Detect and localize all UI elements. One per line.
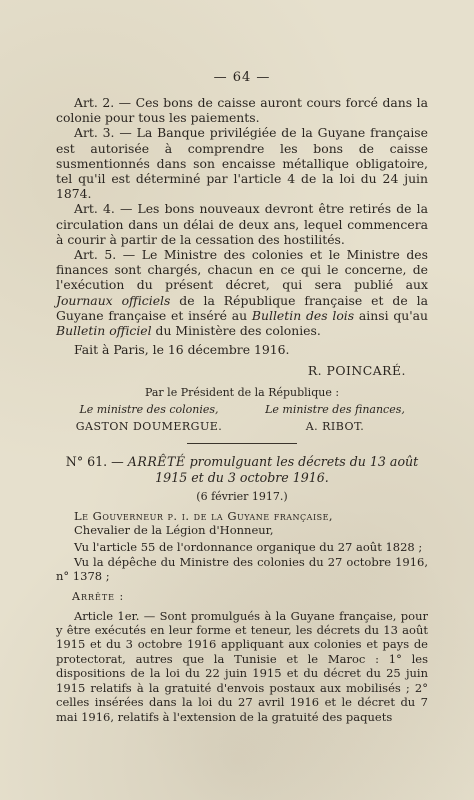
article-5: [56, 247, 428, 338]
article-5-text-c: ainsi qu'au: [354, 307, 429, 323]
governor-line-2: Chevalier de la Légion d'Honneur,: [74, 523, 274, 538]
document-page: [56, 70, 428, 724]
arrete-title: [56, 454, 428, 485]
article-2: Art. 2. — Ces bons de caisse auront cours forcé dans la colonie pour tous les paiements.: [56, 95, 428, 126]
arrete-word: ARRÊTÉ: [127, 454, 186, 470]
article-5-text-a: Art. 5. — Le Ministre des colonies et le Ministre des finances sont chargés, chacun en ce qui le concerne, de l'exécution du présent décret, qui sera publié aux: [56, 247, 428, 293]
arrete-label: Arrête :: [72, 589, 125, 603]
minister-role: Le ministre des finances,: [265, 403, 405, 417]
article-3: Art. 3. — La Banque privilégiée de la Guyane française est autorisée à comprendre les bons de caisse susmentionnés dans son encaisse métallique obligatoire, tel qu'il est déterminé par l'article 4 de la loi du 24 juin 1874.: [56, 125, 428, 202]
vu-1: Vu l'article 55 de l'ordonnance organique du 27 août 1828 ;: [74, 540, 423, 555]
president-signature: R. POINCARÉ.: [307, 363, 406, 379]
minister-role: Le ministre des colonies,: [79, 403, 219, 417]
minister-finances: [242, 403, 428, 433]
section-divider: [187, 443, 297, 444]
arrete-title-rest: promulguant les décrets du 13 août 1915 et du 3 octobre 1916.: [155, 454, 419, 486]
journaux-officiels: Journaux officiels: [56, 292, 171, 308]
arrete-date: (6 février 1917.): [196, 489, 288, 503]
governor-line-1: Le Gouverneur p. i. de la Guyane française,: [74, 508, 334, 523]
par-le-president: Par le Président de la République :: [144, 386, 340, 400]
article-1: Article 1er. — Sont promulgués à la Guyane française, pour y être exécutés en leur forme et teneur, les décrets du 13 août 1915 et du 3 octobre 1916 appliquant aux colonies et pays de protectorat, autres que la Tunisie et le Maroc : 1° les dispositions de la loi du 22 juin 1915 et du décret du 25 juin 1915 relatifs à la gratuité d'envois postaux aux mobilisés ; 2° celles insérées dans la loi du 27 avril 1916 et le décret du 7 mai 1916, relatifs à l'extension de la gratuité des paquets: [56, 608, 428, 724]
bulletin-des-lois: Bulletin des lois: [251, 307, 355, 323]
signed-at: Fait à Paris, le 16 décembre 1916.: [74, 342, 290, 358]
minister-name: GASTON DOUMERGUE.: [75, 420, 223, 434]
minister-signatures: [56, 403, 428, 433]
bulletin-officiel: Bulletin officiel: [56, 323, 152, 339]
page-number: — 64 —: [213, 70, 271, 85]
vu-2: Vu la dépêche du Ministre des colonies du 27 octobre 1916, n° 1378 ;: [56, 554, 428, 584]
article-5-text-b: de la République française et de la Guyane française et inséré au: [56, 292, 428, 323]
minister-name: A. RIBOT.: [305, 420, 365, 434]
minister-colonies: [56, 403, 242, 433]
article-5-text-d: du Ministère des colonies.: [151, 323, 321, 339]
arrete-number: N° 61. —: [65, 454, 128, 470]
article-4: Art. 4. — Les bons nouveaux devront être retirés de la circulation dans un délai de deux ans, lequel commencera à courir à partir de la cessation des hostilités.: [56, 201, 428, 247]
